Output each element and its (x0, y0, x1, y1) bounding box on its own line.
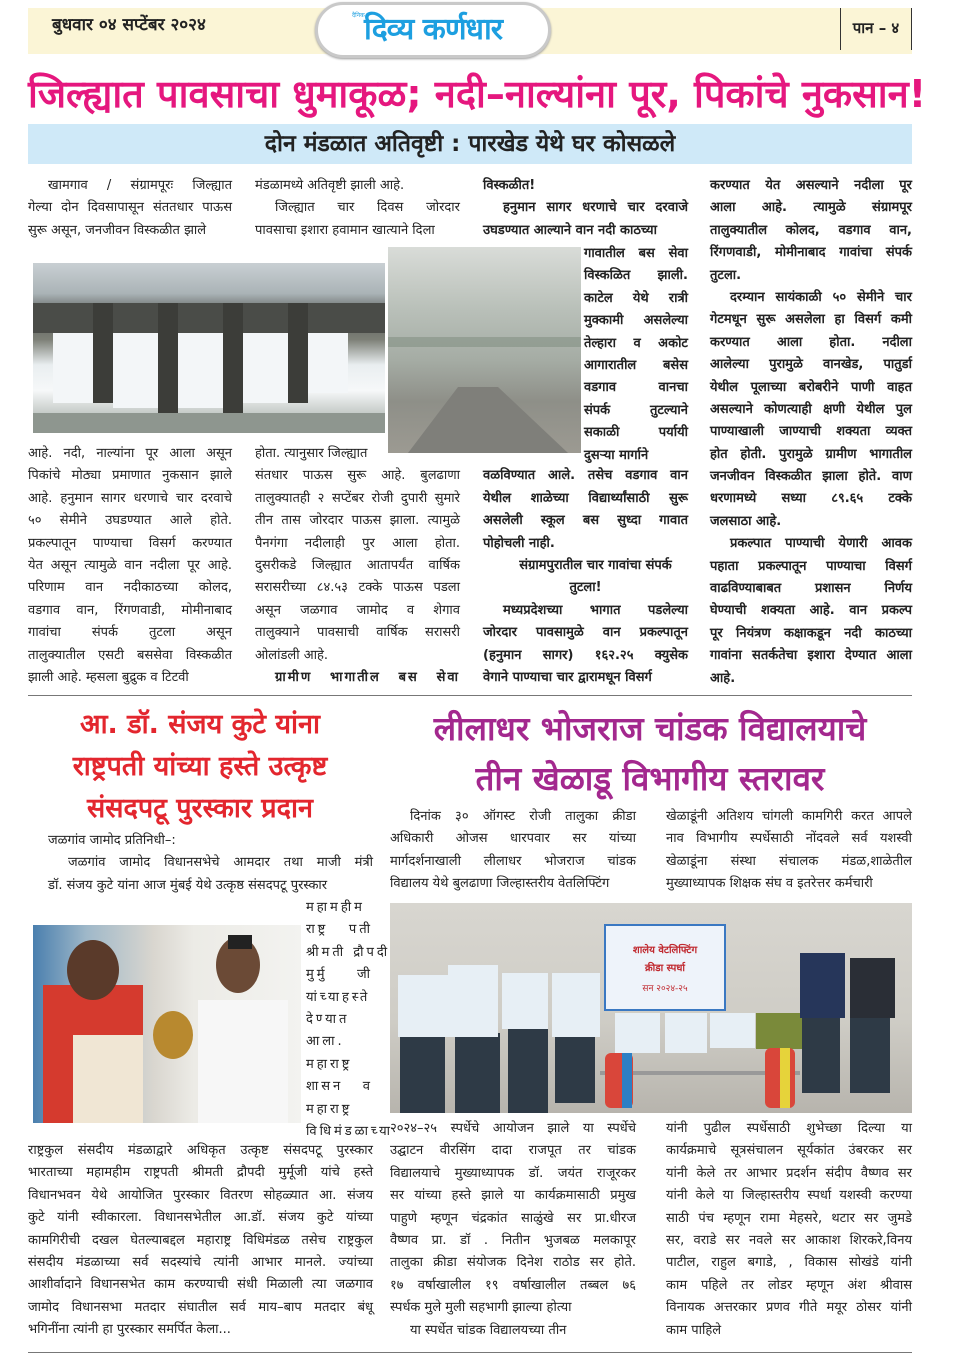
text-line: जनजीवन विस्कळीत झाला होते. वाण (710, 469, 912, 485)
text-line: राष्ट्र पती (306, 922, 373, 938)
text-line: स्पर्धक मुले मुली सहभागी झाल्या होत्या (390, 1300, 572, 1316)
text-line: तुटला. (710, 267, 742, 283)
text-line: तालुक्याने पावसाची वार्षिक सरासरी (255, 625, 460, 641)
text-line: ५० सेमीने उघडण्यात आले होते. (28, 513, 232, 529)
text-line: तीन तास जोरदार पाऊस झाला. त्यामुळे (255, 513, 460, 529)
text-line: आला आहे. त्यामुळे संग्रामपूर (710, 200, 912, 216)
text-line: मार्गदर्शनाखाली लीलाधर भोजराज चांडक (390, 853, 636, 869)
text-line: मुक्कामी असलेल्या (584, 313, 688, 329)
school-headline (385, 704, 915, 804)
text-line: राष्ट्रकुल संसदीय मंडळाद्वारे अधिकृत उत्कृष्ट संसदपटू पुरस्कार (28, 1143, 373, 1158)
text-line: कामगिरीची दखल घेतल्याबद्दल महाराष्ट्र विधिमंडळ तसेच राष्ट्रकुल (28, 1232, 373, 1248)
text-line: दिनांक ३० ऑगस्ट रोजी तालुका क्रीडा (410, 809, 636, 824)
text-line: हनुमान सागर धरणाचे चार दरवाजे (503, 200, 688, 216)
weightlifting-event-photo (390, 903, 912, 1113)
main-headline: जिल्ह्यात पावसाचा धुमाकूळ; नदी–नाल्यांना पूर, पिकांचे नुकसान! (28, 72, 927, 116)
sub-headline: दोन मंडळात अतिवृष्टी : पारखेड येथे घर कोसळले (28, 124, 912, 164)
banner-line: क्रीडा स्पर्धा (644, 963, 686, 974)
text-line: उद्घाटन वीरसिंग दादा राजपूत तर चांडक (390, 1143, 636, 1159)
text-line: उघडण्यात आल्याने वान नदी काठच्या (483, 222, 657, 238)
text-line: सुरू असून, जनजीवन विस्कळीत झाले (28, 222, 207, 238)
award-ceremony-graphic (33, 925, 301, 1123)
text-line: वळविण्यात आले. तसेच वडगाव वान (483, 468, 688, 484)
text-line: आला. (306, 1034, 345, 1050)
text-line: संग्रामपुरातील चार गावांचा संपर्क (519, 557, 672, 573)
text-line: अधिकारी ओजस धारपवार सर यांच्या (390, 831, 636, 847)
school-headline-line: लीलाधर भोजराज चांडक विद्यालयाचे (433, 709, 867, 748)
dam-photo (33, 263, 385, 433)
a1-col2-subhead: ग्रामीण भागातील बस सेवा (275, 670, 460, 685)
text-line: यांनी पुढील स्पर्धेसाठी शुभेच्छा दिल्या या (666, 1121, 912, 1136)
road-graphic (388, 247, 581, 453)
text-line: वेगाने पाण्याचा चार द्वारामधून विसर्ग (483, 669, 652, 685)
text-line: आगारातील बसेस (584, 357, 688, 373)
text-line: तालुका क्रीडा संयोजक दिनेश राठोड सर होते. (390, 1255, 636, 1271)
text-line: जळगांव जामोद विधानसभेचे आमदार तथा माजी मंत्री (68, 855, 373, 871)
text-line: गेल्या दोन दिवसापासून संततधार पाऊस (28, 200, 232, 216)
text-line: कार्यक्रमाचे सूत्रसंचालन सूर्यकांत उंबरकर सर (666, 1143, 912, 1159)
award-headline (28, 704, 372, 830)
text-line: काम पहिले तर लोडर म्हणून अंश श्रीवास (666, 1277, 912, 1293)
text-line: गेटमधून सुरू असलेला हा विसर्ग कमी (710, 312, 912, 328)
text-line: (हनुमान सागर) १६२.२५ क्युसेक (483, 647, 688, 663)
text-line: तालुक्यातील कोलद, वडगाव वान, (710, 222, 912, 238)
text-line: डॉ. संजय कुटे यांना आज मुंबई येथे उत्कृष्ठ संसदपटू पुरस्कार (48, 877, 328, 893)
text-line: जोरदार पावसामुळे वान प्रकल्पातून (483, 625, 688, 641)
text-line: खेळाडूंना संस्था संचालक मंडळ,शाळेतील (666, 853, 912, 869)
text-line: नाव विभागीय स्पर्धेसाठी नोंदवले सर्व यशस्वी (666, 831, 912, 847)
text-line: जलसाठा आहे. (710, 513, 782, 529)
text-line: गावातील बस सेवा (584, 246, 688, 261)
text-line: पाहुणे म्हणून चंद्रकांत साळुंखे सर प्रा.धीरज (390, 1210, 636, 1226)
text-line: मध्यप्रदेशच्या भागात पडलेल्या (503, 602, 688, 618)
text-line: काम पाहिले (666, 1322, 722, 1338)
text-line: असलेली स्कूल बस सुध्दा गावात (483, 513, 688, 529)
text-line: जिल्ह्यात चार दिवस जोरदार (275, 200, 460, 216)
text-line: पहाता प्रकल्पातून पाण्याचा विसर्ग (710, 558, 912, 574)
text-line: प्रकल्पात पाण्याची येणारी आवक (730, 536, 912, 552)
text-line: भगिनींना त्यांनी हा पुरस्कार समर्पित केला... (28, 1322, 231, 1338)
text-line: पाण्याखाली जाण्याची शक्यता व्यक्त (710, 424, 912, 440)
text-line: करण्यात येत असल्याने नदीला पूर (710, 178, 912, 193)
a1-col2-top (255, 175, 460, 242)
text-line: मंडळामध्ये अतिवृष्टी झाली आहे. (255, 178, 405, 193)
text-line: संपर्क तुटल्याने (584, 402, 688, 418)
text-line: शासन व (306, 1079, 373, 1095)
text-line: महामहीम (306, 900, 365, 915)
text-line: येथील पूलाच्या बरोबरीने पाणी वाहत (710, 379, 912, 395)
event-graphic (390, 903, 912, 1113)
text-line: वडगाव वानचा (584, 380, 688, 396)
a1-col2-bottom (255, 465, 460, 667)
text-line: संसदीय मंडळाच्या सर्व सदस्यांचे त्यांनी आभार मानले. ज्यांच्या (28, 1254, 373, 1270)
text-line: आशीर्वादाने विधानसभेत काम करण्याची संधी मिळाली त्या जळगाव (28, 1277, 373, 1293)
text-line: पूर नियंत्रण कक्षाकडून नदी काठच्या (710, 625, 912, 641)
text-line: महाराष्ट्र (306, 1101, 353, 1117)
text-line: येत असून त्यामुळे वान नदीला पूर आहे. (28, 557, 232, 573)
text-line: तुटला! (569, 580, 602, 596)
school-col1-top (390, 806, 636, 896)
dam-spillway-graphic (33, 263, 385, 433)
text-line: सर, वराडे सर नवले सर आकाश शिरकरे,विनय (666, 1232, 912, 1248)
text-line: वडगाव वान, रिंगणवाडी, मोमीनाबाद (28, 602, 232, 618)
text-line: पाटील, राहुल बगाडे, , विकास सोखंडे यांनी (666, 1255, 912, 1271)
section-divider (28, 695, 912, 696)
text-line: मुर्मु जी (306, 967, 373, 983)
text-line: संतधार पाऊस सुरू आहे. बुलढाणा (255, 468, 460, 484)
page-bottom-rule (28, 1352, 912, 1353)
school-col2-bottom (666, 1118, 912, 1342)
text-line: आहे. हनुमान सागर धरणाचे चार दरवाचे (28, 490, 232, 506)
text-line: दुसऱ्या मार्गाने (584, 447, 649, 463)
text-line: यांनी केले या जिल्हास्तरीय स्पर्धा यशस्वी करण्या (666, 1188, 912, 1204)
text-line: काटेल येथे रात्री (584, 290, 688, 306)
text-line: विधानभवन येथे आयोजित पुरस्कार वितरण सोहळ्यात आ. संजय (28, 1187, 373, 1203)
issue-date: बुधवार ०४ सप्टेंबर २०२४ (52, 15, 206, 35)
text-line: गावांचा संपर्क तुटला असून (28, 625, 232, 641)
text-line: आहे. (710, 670, 736, 686)
text-line: खेळाडूंनी अतिशय चांगली कामगिरी करत आपले (666, 809, 912, 824)
text-line: प्रकल्पातून पाण्याचा विसर्ग करण्यात (28, 535, 232, 551)
text-line: १७ वर्षाखालील १९ वर्षाखालील तब्बल ७६ (390, 1277, 636, 1293)
a1-col3-bottom (483, 465, 688, 689)
text-line: येथील शाळेच्या विद्यार्थ्यांसाठी सुरू (483, 490, 688, 506)
text-line: खामगाव / संग्रामपूरः जिल्ह्यात (48, 178, 232, 193)
text-line: वाढविण्याबाबत प्रशासन निर्णय (710, 581, 912, 597)
text-line: मुख्याध्यापक शिक्षक संघ व इतरेत्तर कर्मचारी (666, 876, 873, 892)
award-narrow-col (306, 897, 393, 1143)
text-line: वैष्णव प्रा. डॉ . नितीन भुजबळ मलकापूर (390, 1232, 636, 1248)
a1-col1-top (28, 175, 232, 242)
text-line: रिंगणवाडी, मोमीनाबाद गावांचा संपर्क (710, 245, 912, 261)
text-line: होत होती. पुरामुळे ग्रामीण भागातील (710, 446, 912, 462)
text-line: आलेल्या पुरामुळे वानखेड, पातुर्डा (710, 357, 912, 373)
newspaper-logo (315, 2, 551, 58)
text-line: विद्यालयाचे मुख्याध्यापक डॉ. जयंत राजूरकर (390, 1165, 636, 1181)
logo-text: दिव्य कर्णधार (363, 12, 503, 47)
award-headline-line: आ. डॉ. संजय कुटे यांना (79, 709, 321, 740)
award-intro (48, 830, 373, 897)
text-line: भारताच्या महामहीम राष्ट्रपती श्रीमती द्रौपदी मुर्मूजी यांचे हस्ते (28, 1165, 373, 1181)
banner-line: सन २०२४-२५ (642, 984, 688, 994)
text-line: या स्पर्धेत चांडक विद्यालयच्या तीन (410, 1322, 567, 1338)
award-headline-line: राष्ट्रपती यांच्या हस्ते उत्कृष्ट (72, 751, 328, 782)
text-line: विद्यालय येथे बुलढाणा जिल्हास्तरीय वेतलिफ्टिंग (390, 876, 610, 892)
school-col2-top (666, 806, 912, 896)
text-line: कुटे यांनी स्वीकारला. विधानसभेतील आ.डॉ. संजय कुटे यांच्या (28, 1210, 373, 1226)
text-line: पैनगंगा नदीलाही पुर आला होता. (255, 535, 460, 551)
text-line: तालुक्यातील एसटी बससेवा विस्कळीत (28, 647, 232, 663)
text-line: धरणामध्ये सध्या ८९.६५ टक्के (710, 491, 912, 507)
text-line: यांच्याहस्ते (306, 989, 371, 1005)
banner-line: शालेय वेटलिफ्टिंग (632, 945, 698, 956)
text-line: साठी पंच म्हणून रामा मेहसरे, थटार सर जुमडे (666, 1210, 912, 1226)
text-line: विनायक अत्तरकार प्रणव गीते मयूर ठोसर यांनी (666, 1300, 912, 1316)
text-line: झाली आहे. म्हसला बुद्रुक व टिटवी (28, 669, 189, 685)
a1-col2-first-line: होता. त्यानुसार जिल्ह्यात (255, 446, 368, 461)
text-line: पावसाचा इशारा हवामान खात्याने दिला (255, 222, 435, 238)
text-line: सरासरीच्या ८४.५३ टक्के पाऊस पडला (255, 580, 460, 596)
a1-col3-top (483, 175, 688, 242)
text-line: जळगांव जामोद प्रतिनिधी–: (48, 833, 176, 848)
text-line: आहे. नदी, नाल्यांना पूर आला असून (28, 446, 232, 461)
text-line: सकाळी पर्यायी (584, 425, 688, 441)
a1-col4 (710, 175, 912, 690)
text-line: पिकांचे मोठ्या प्रमाणात नुकसान झाले (28, 468, 232, 484)
a1-col3-narrow (584, 243, 688, 467)
school-headline-line: तीन खेळाडू विभागीय स्तरावर (475, 759, 825, 798)
text-line: तालुक्यातही २ सप्टेंबर रोजी दुपारी सुमारे (255, 490, 460, 506)
text-line: करण्यात आला होता. नदीला (710, 334, 912, 350)
text-line: विधिमंडळाच्या (306, 1123, 393, 1139)
text-line: असल्याने कोणत्याही क्षणी येथील पुल (710, 401, 912, 417)
flooded-road-photo (388, 247, 581, 453)
text-line: तेल्हारा व अकोट (584, 335, 688, 351)
text-line: सर यांच्या हस्ते झाले या कार्यक्रमासाठी प्रमुख (390, 1188, 636, 1204)
text-line: पोहोचली नाही. (483, 535, 555, 551)
award-photo (33, 925, 301, 1123)
text-line: विस्कळीत! (483, 178, 536, 193)
text-line: दुसरीकडे जिल्ह्यात आतापर्यंत वार्षिक (255, 557, 460, 573)
logo-small-text: दैनिक (352, 12, 365, 19)
text-line: असून जळगाव जामोद व शेगाव (255, 602, 460, 618)
text-line: ओलांडली आहे. (255, 647, 329, 663)
school-col1-bottom (390, 1118, 636, 1342)
text-line: यांनी केले तर आभार प्रदर्शन संदीप वैष्णव सर (666, 1165, 912, 1181)
page-number: पान – ४ (840, 8, 912, 50)
a1-col1-bottom (28, 443, 232, 689)
text-line: देण्यात (306, 1011, 350, 1027)
text-line: महाराष्ट्र (306, 1056, 353, 1072)
text-line: २०२४–२५ स्पर्धेचे आयोजन झाले या स्पर्धेचे (390, 1121, 636, 1136)
text-line: गावांना सतर्कतेचा इशारा देण्यात आला (710, 648, 912, 664)
text-line: घेण्याची शक्यता आहे. वान प्रकल्प (710, 603, 912, 619)
text-line: परिणाम वान नदीकाठच्या कोलद, (28, 580, 232, 596)
text-line: विस्कळित झाली. (584, 268, 688, 284)
text-line: दरम्यान सायंकाळी ५० सेमीने चार (730, 289, 912, 305)
text-line: जामोद विधानसभा मतदार संघातील सर्व माय–बाप मतदार बंधू (28, 1299, 373, 1315)
award-headline-line: संसदपटू पुरस्कार प्रदान (87, 793, 313, 824)
award-body (28, 1140, 373, 1342)
text-line: श्रीमती द्रौपदी (306, 944, 391, 960)
